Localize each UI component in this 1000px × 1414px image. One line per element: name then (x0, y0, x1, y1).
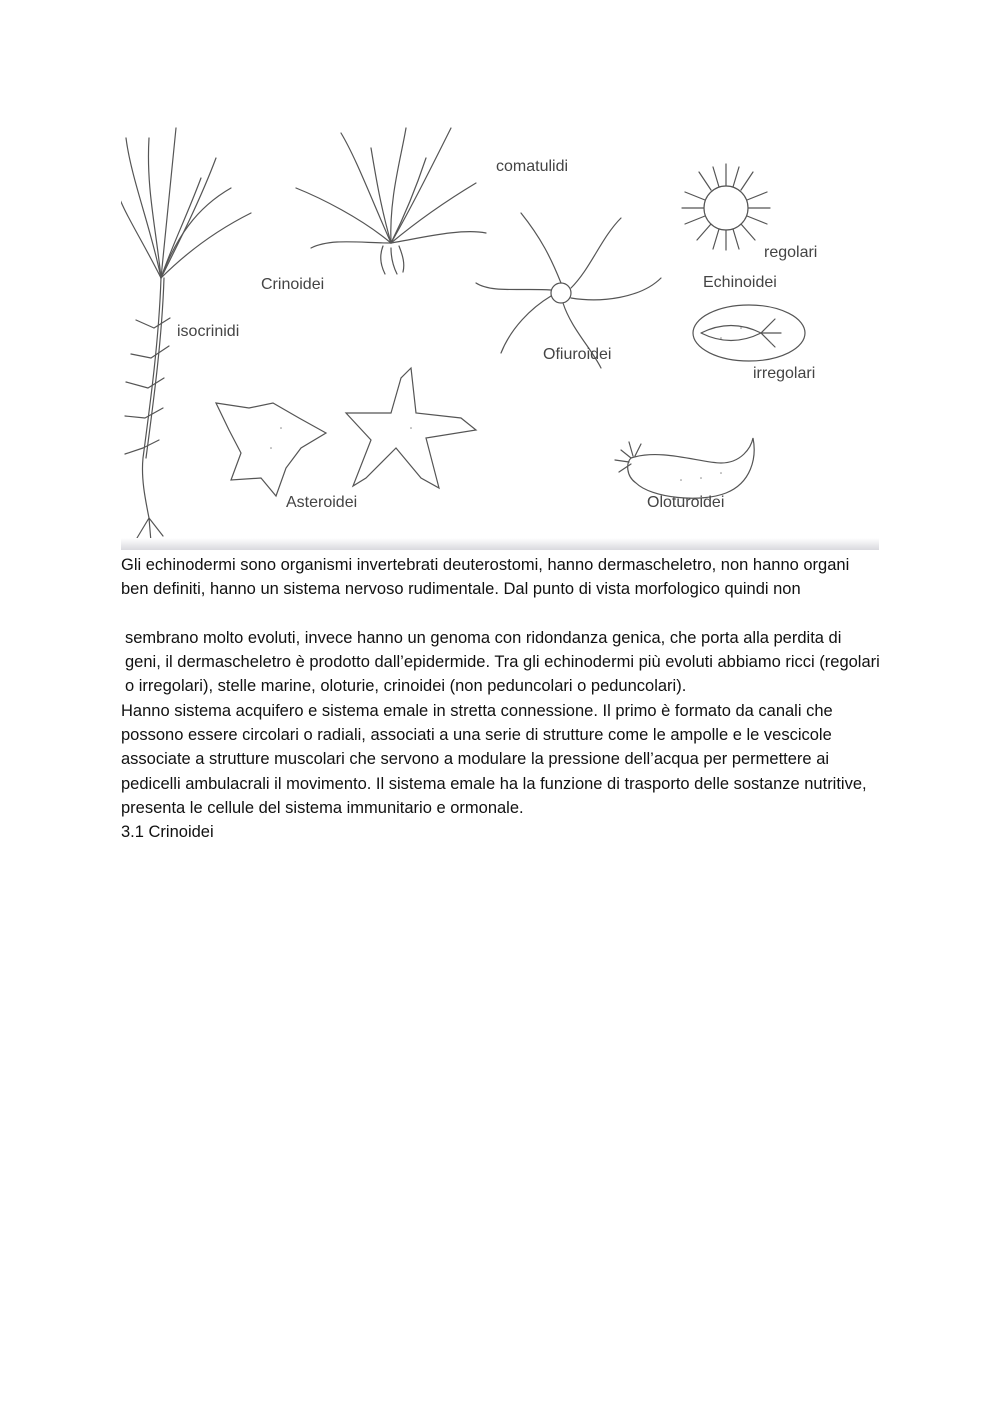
paragraph-intro: Gli echinodermi sono organismi invertebrati deuterostomi, hanno dermascheletro, non hanno organi ben definiti, hanno un sistema nervoso rudimentale. Dal punto di vista morfologico quindi non (121, 556, 850, 599)
label-echinoidei: Echinoidei (703, 274, 777, 291)
label-irregolari: irregolari (753, 365, 816, 382)
label-crinoidei: Crinoidei (261, 276, 325, 293)
figure-bottom-shadow (121, 538, 879, 550)
paragraph-genome: sembrano molto evoluti, invece hanno un genoma con ridondanza genica, che porta alla perdita di geni, il dermascheletro è prodotto dall’epidermide. Tra gli echinodermi più evoluti abbiamo ricci (regolari o irregolari), stelle marine, oloturie, crinoidei (non peduncolari o peduncolari). (125, 628, 880, 696)
label-asteroidei: Asteroidei (286, 494, 358, 511)
ofiuroid-drawing (476, 213, 661, 368)
comatulid-drawing (296, 128, 486, 274)
label-regolari: regolari (764, 244, 818, 261)
paragraph-systems: Hanno sistema acquifero e sistema emale in stretta connessione. Il primo è formato da canali che possono essere circolari o radiali, associati a una serie di strutture come le ampolle e le vescicole associate a strutture muscolari che servono a modulare la pressione dell’acqua per permettere ai pedicelli ambulacrali il movimento. Il sistema emale ha la funzione di trasporto delle sostanze nutritive, presenta le cellule del sistema immunitario e ormonale. (121, 701, 867, 817)
label-oloturoidei: Oloturoidei (647, 494, 725, 511)
regular-urchin-drawing (682, 164, 770, 250)
label-isocrinidi: isocrinidi (177, 323, 240, 340)
label-ofiuroidei: Ofiuroidei (543, 346, 612, 363)
asteroid-drawing (216, 368, 476, 496)
section-heading: 3.1 Crinoidei (121, 823, 214, 842)
irregular-urchin-drawing (693, 305, 805, 361)
holothurian-drawing (615, 438, 754, 498)
echinoderm-illustration (121, 118, 879, 550)
paragraph-gap (121, 602, 881, 626)
label-comatulidi: comatulidi (496, 158, 569, 175)
body-text (121, 553, 881, 845)
